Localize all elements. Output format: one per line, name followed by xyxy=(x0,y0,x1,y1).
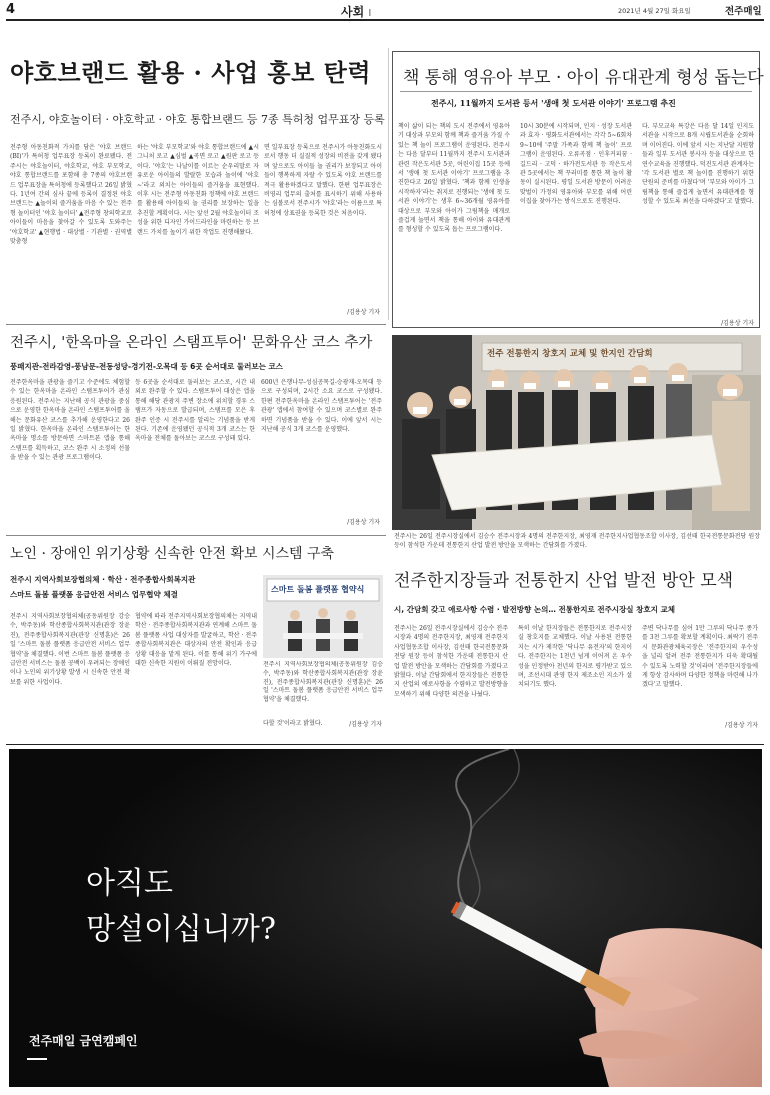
section-name: 사회 xyxy=(341,5,365,19)
meeting-photo-banner: 전주 전통한지 창호지 교체 및 한지인 간담회 xyxy=(487,349,653,359)
meeting-photo-caption: 전주시는 26일 전주시장실에서 김승수 전주시장과 4명의 전주한지장, 최영재 전주한지사업협동조합 이사장, 김선태 한국전통문화전당 원장 등이 참석한 가운데 전통한지 산업 발전 방안을 모색하는 간담회를 가졌다. xyxy=(394,533,760,549)
article3-headline: 전주시, '한옥마을 온라인 스탬프투어' 문화유산 코스 추가 xyxy=(10,335,373,351)
article2-subhead: 전주시, 11월까지 도서관 등서 '생애 첫 도서관 이야기' 프로그램 추진 xyxy=(431,98,676,108)
article1-subhead: 전주시, 야호놀이터 · 야호학교 · 야호 통합브랜드 등 7종 특허청 업무표장 등록 xyxy=(10,113,385,126)
article3-byline: /김용상 기자 xyxy=(347,519,380,526)
agreement-photo-caption: 전주시 지역사회보장협의체(공동위원장 김승수, 박주동)와 학산종합사회복지관(관장 장윤진), 전주종합사회복지관(관장 신명훈)은 26일 '스마트 돌봄 플랫폼 응급안전 서비스 업무협약'을 체결했다. xyxy=(263,661,383,704)
article3-top-rule xyxy=(6,324,386,325)
agreement-photo xyxy=(263,575,383,658)
masthead-rule xyxy=(6,19,764,21)
ad-headline-line2: 망설이십니까? xyxy=(86,912,276,947)
article4-column-1: 전주시 지역사회보장협의체(공동위원장 강승수, 박주동)와 학산종합사회복지관(관장 장윤진), 전주종합사회복지관(관장 신명훈)은 26일 '스마트 돌봄 플랫폼 응급안전 서비스 업무협약'을 체결했다. 이번 스마트 돌봄 플랫폼 응급안전 서비스는 돌봄 공백이 우려되는 장애인이나 노인의 위기상황 발생 시 신속한 안전 확보를 위한 사업이다. xyxy=(10,613,130,686)
ad-campaign-label: 전주매일 금연캠페인 xyxy=(29,1034,138,1048)
article4-column-2: 협약에 따라 전주지역사회보장협의체는 지역내 학산 · 전주종합사회복지관과 연계해 스마트 돌봄 플랫폼 사업 대상자를 발굴하고, 학산 · 전주종합사회복지관은 대상자의 안전 확인과 응급 상황 대응을 맡게 된다. 이를 통해 위기 가구에 대한 신속한 지원이 이뤄질 전망이다. xyxy=(135,613,257,668)
section-label-wrap xyxy=(341,3,371,20)
article2-column-3: 다. 부모교육 특강은 다음 달 14일 인지도서관을 시작으로 8개 시립도서관을 순회하며 이어진다. 이에 앞서 시는 지난달 지원함들과 일부 도서관 봉사자 등을 대상으로 한 연수교육을 진행했다. 덕진도서관 관계자는 '각 도서관 별로 책 놀이를 진행하기 위한 단원의 준비를 마쳤다'며 '부모와 아이가 그림책을 통해 즐겁게 놀면서 유대관계를 형성할 수 있도록 최선을 다하겠다'고 말했다. xyxy=(642,123,754,206)
agreement-photo-banner: 스마트 돌봄 플랫폼 협약식 xyxy=(271,585,365,594)
article2-column-2: 10시 30분에 시작되며, 인지 · 성장 도서관과 효자 · 평화도서관에서는 각각 5~6회차 9~10에 '주말 가족과 함께 책 놀이' 프로그램이 운영된다. 오류곡점 · 인후커피꿈 · 길드리 · 고덕 · 하가전도서관 등 작은도서관 5곳에서는 책 꾸러미를 통한 책 놀이 활동이 실시된다. 평일 도서관 방문이 어려운 맞벌이 가정의 영유아와 부모를 위해 어린이집을 찾아가는 방식으로도 진행된다. xyxy=(520,123,632,206)
article3-column-3: 600년 은행나무-성심공목길-승광재-오목대 등으로 구성되며, 2시간 소요 코스로 구성됐다. 한편 전주한옥마을 온라인 스탬프투어는 '전주관광' 앱에서 참여할 수 있으며 코스별로 완주하면 기념품을 받을 수 있다. 이에 앞서 시는 지난해 공식 3개 코스를 운영했다. xyxy=(261,379,382,434)
article3-subhead: 풍패지관-전라감영-풍남문-전동성당-경기전-오목대 등 6곳 순서대로 둘러보는 코스 xyxy=(10,362,283,371)
article5-subhead: 시, 간담회 갖고 애로사항 수렴 · 발전방향 논의… 전통한지로 전주시장실 창호지 교체 xyxy=(394,605,676,614)
article2-headline: 책 통해 영유아 부모 · 아이 유대관계 형성 돕는다 xyxy=(403,68,764,88)
article5-column-2: 특히 이날 한지장들은 전통한지로 전주시장실 창호지를 교체했다. 이날 사용된 전통한지는 시가 제작한 '닥나무 유전자'의 한지이다. 전주한지는 1천년 넘게 이어져 온 우수성을 인정받아 천년의 한지로 평가받고 있으며, 조선시대 관영 한지 제조소인 지소가 설치되기도 했다. xyxy=(518,625,632,689)
article4-subhead-1: 전주시 지역사회보장협의체 · 학산 · 전주종합사회복지관 xyxy=(10,575,196,584)
article3-column-2: 등 6곳을 순서대로 둘러보는 코스로, 시간 내외로 완주할 수 있다. 스탬프투어 대상은 앱을 통해 해당 관광지 주변 장소에 위치할 경우 스탬프가 자동으로 발급되며, 스탬프를 모은 후 완주 인증 시 전주시를 알리는 기념품을 받게 된다. 기존에 운영됐던 공식적 3개 코스는 한옥마을 전체를 돌아보는 코스로 구성돼 있다. xyxy=(135,379,255,443)
article5-headline: 전주한지장들과 전통한지 산업 발전 방안 모색 xyxy=(394,571,734,591)
article1-headline: 야호브랜드 활용 · 사업 홍보 탄력 xyxy=(10,58,372,87)
section-mark: I xyxy=(368,8,372,19)
article1-column-1: 전주형 아동친화적 가치를 담은 '야호 브랜드(BI)'가 특허청 업무표장 등록이 완료됐다. 전주시는 야호놀이터, 야호학교, 야호 부모학교, 야호 통합브랜드를 포함해 총 7종의 야호브랜드 업무표장을 특허청에 등록했다고 26일 밝혔다. 1년여 간의 심사 끝에 등록이 결정된 야호브랜드는 ▲놀이의 즐거움을 마음 수 있는 전주형 놀이터인 '야호 놀이터' ▲전주형 창의학교로 아이들이 마음을 찾아갈 수 있도록 도와주는 '야호학교' ▲현행법 · 대상별 · 기관별 · 권역별 맞춤형 xyxy=(10,144,132,246)
article1-column-3: 면 일부표장 등록으로 전주시가 아동친화도시로서 행동 더 실질적 성장의 비전을 갖게 됐다며 앞으로도 아이들 놀 권리가 보장되고 아이들이 행복하게 자랄 수 있도록 야호 브랜드를 적극 활용하겠다고 말했다. 한편 업무표장은 비영리 업무의 출처를 표시하기 위해 사용하는 심볼로서 전주시가 '야호'라는 이름으로 특허청에 상표권을 등록한 것은 처음이다. xyxy=(264,144,382,217)
article4-closing: 다할 것'이라고 밝혔다. xyxy=(263,720,323,727)
issue-date: 2021년 4월 27일 화요일 xyxy=(618,7,691,15)
ad-footer-rule xyxy=(27,1058,47,1060)
page-number: 4 xyxy=(6,2,16,17)
article4-byline: /김용상 기자 xyxy=(349,721,382,728)
masthead xyxy=(0,0,770,20)
article2-column-1: 책이 삶이 되는 책의 도시 전주에서 영유아기 대상과 부모의 함께 책과 즐거움 가질 수 있는 책 놀이 프로그램이 운영된다. 전주시는 다음 달부터 11월까지 전주시 도서관과 관련 작은도서관 5곳, 어린이집 15곳 등에서 '생애 첫 도서관 이야기' 프로그램을 추진한다고 26일 밝혔다. '책과 함께 인생을 시작하자'라는 취지로 진행되는 '생애 첫 도서관 이야기'는 생후 6~36개월 영유아를 대상으로 부모와 아이가 그림책을 매개로 즐겁게 놀면서 책을 통해 아이와 유대관계를 형성할 수 있도록 돕는 프로그램이다. xyxy=(398,123,510,234)
meeting-photo xyxy=(392,335,761,530)
article4-top-rule xyxy=(6,535,386,536)
ad-top-rule xyxy=(6,744,764,745)
meeting-photo-illustration xyxy=(392,335,761,530)
article1-byline: /김용상 기자 xyxy=(347,309,380,316)
article1-column-2: 하는 '야호 부모학교'와 야호 통합브랜드에 ▲시그니처 로고 ▲심벌 ▲곡면 로고 ▲원판 로고 등이다. '야호'는 나날이를 이르는 순우리말로 자유로운 아이들의 발랄한 모습과 놀이에 '야호~'라고 외치는 아이들의 즐거움을 표현했다. 이후 시는 전주형 아동친화 정책에 야호 브랜드를 활용해 아이들의 놀 권리를 보장하는 일을 추진할 계획이다. 시는 앞선 2월 야호놀이터 조성을 위한 디자인 가이드라인을 마련하는 등 브랜드 가치를 높이기 위한 작업도 진행해왔다. xyxy=(137,144,259,236)
anti-smoking-ad xyxy=(9,749,762,1087)
column-divider xyxy=(388,48,389,320)
ad-headline-line1: 아직도 xyxy=(86,866,173,901)
article4-headline: 노인 · 장애인 위기상황 신속한 안전 확보 시스템 구축 xyxy=(10,546,335,562)
paper-name: 전주매일 xyxy=(725,6,762,17)
article5-column-3: 주변 닥나무를 심어 1만 그루의 닥나무 종가를 3천 그루를 확보할 계획이다. 최락기 전주시 문화관광체육국장은 '전주한지의 우수성을 널리 알려 전주 전통한지가 더욱 확대될 수 있도록 노력할 것'이라며 '전주한지장들에게 항상 감사하며 다양한 정책을 마련해 나가겠다'고 말했다. xyxy=(642,625,758,689)
article5-column-1: 전주시는 26일 전주시장실에서 김승수 전주시장과 4명의 전주한지장, 최영재 전주한지사업협동조합 이사장, 김선태 한국전통문화전당 원장 등이 참석한 가운데 전통한지 산업 발전 방안을 모색하는 간담회를 가졌다고 밝혔다. 이날 간담회에서 한지장들은 전통한지 산업의 애로사항을 수렴하고 발전방향을 모색하기 위해 다양한 의견을 나눴다. xyxy=(394,625,508,698)
article5-byline: /김용상 기자 xyxy=(725,722,758,729)
article4-subhead-2: 스마트 돌봄 플랫폼 응급안전 서비스 업무협약 체결 xyxy=(10,590,178,599)
article2-rule xyxy=(400,91,752,92)
article2-byline: /김용상 기자 xyxy=(721,320,754,327)
article3-column-1: 전주한옥마을 관광을 즐기고 수준에도 체험할 수 있는 한옥마을 온라인 스탬프투어가 관심 응원된다. 전주시는 지난해 공식 관광을 중심으로 운영한 한옥마을 온라인 스탬프투어를 올해는 문화유산 코스를 추가해 운영한다고 26일 밝혔다. 한옥마을 온라인 스탬프투어는 한옥마을 명소를 방문하면 스마트폰 앱을 통해 스탬프를 획득하고, 코스 완주 시 소정의 선물을 받을 수 있는 관광 프로그램이다. xyxy=(10,379,130,462)
